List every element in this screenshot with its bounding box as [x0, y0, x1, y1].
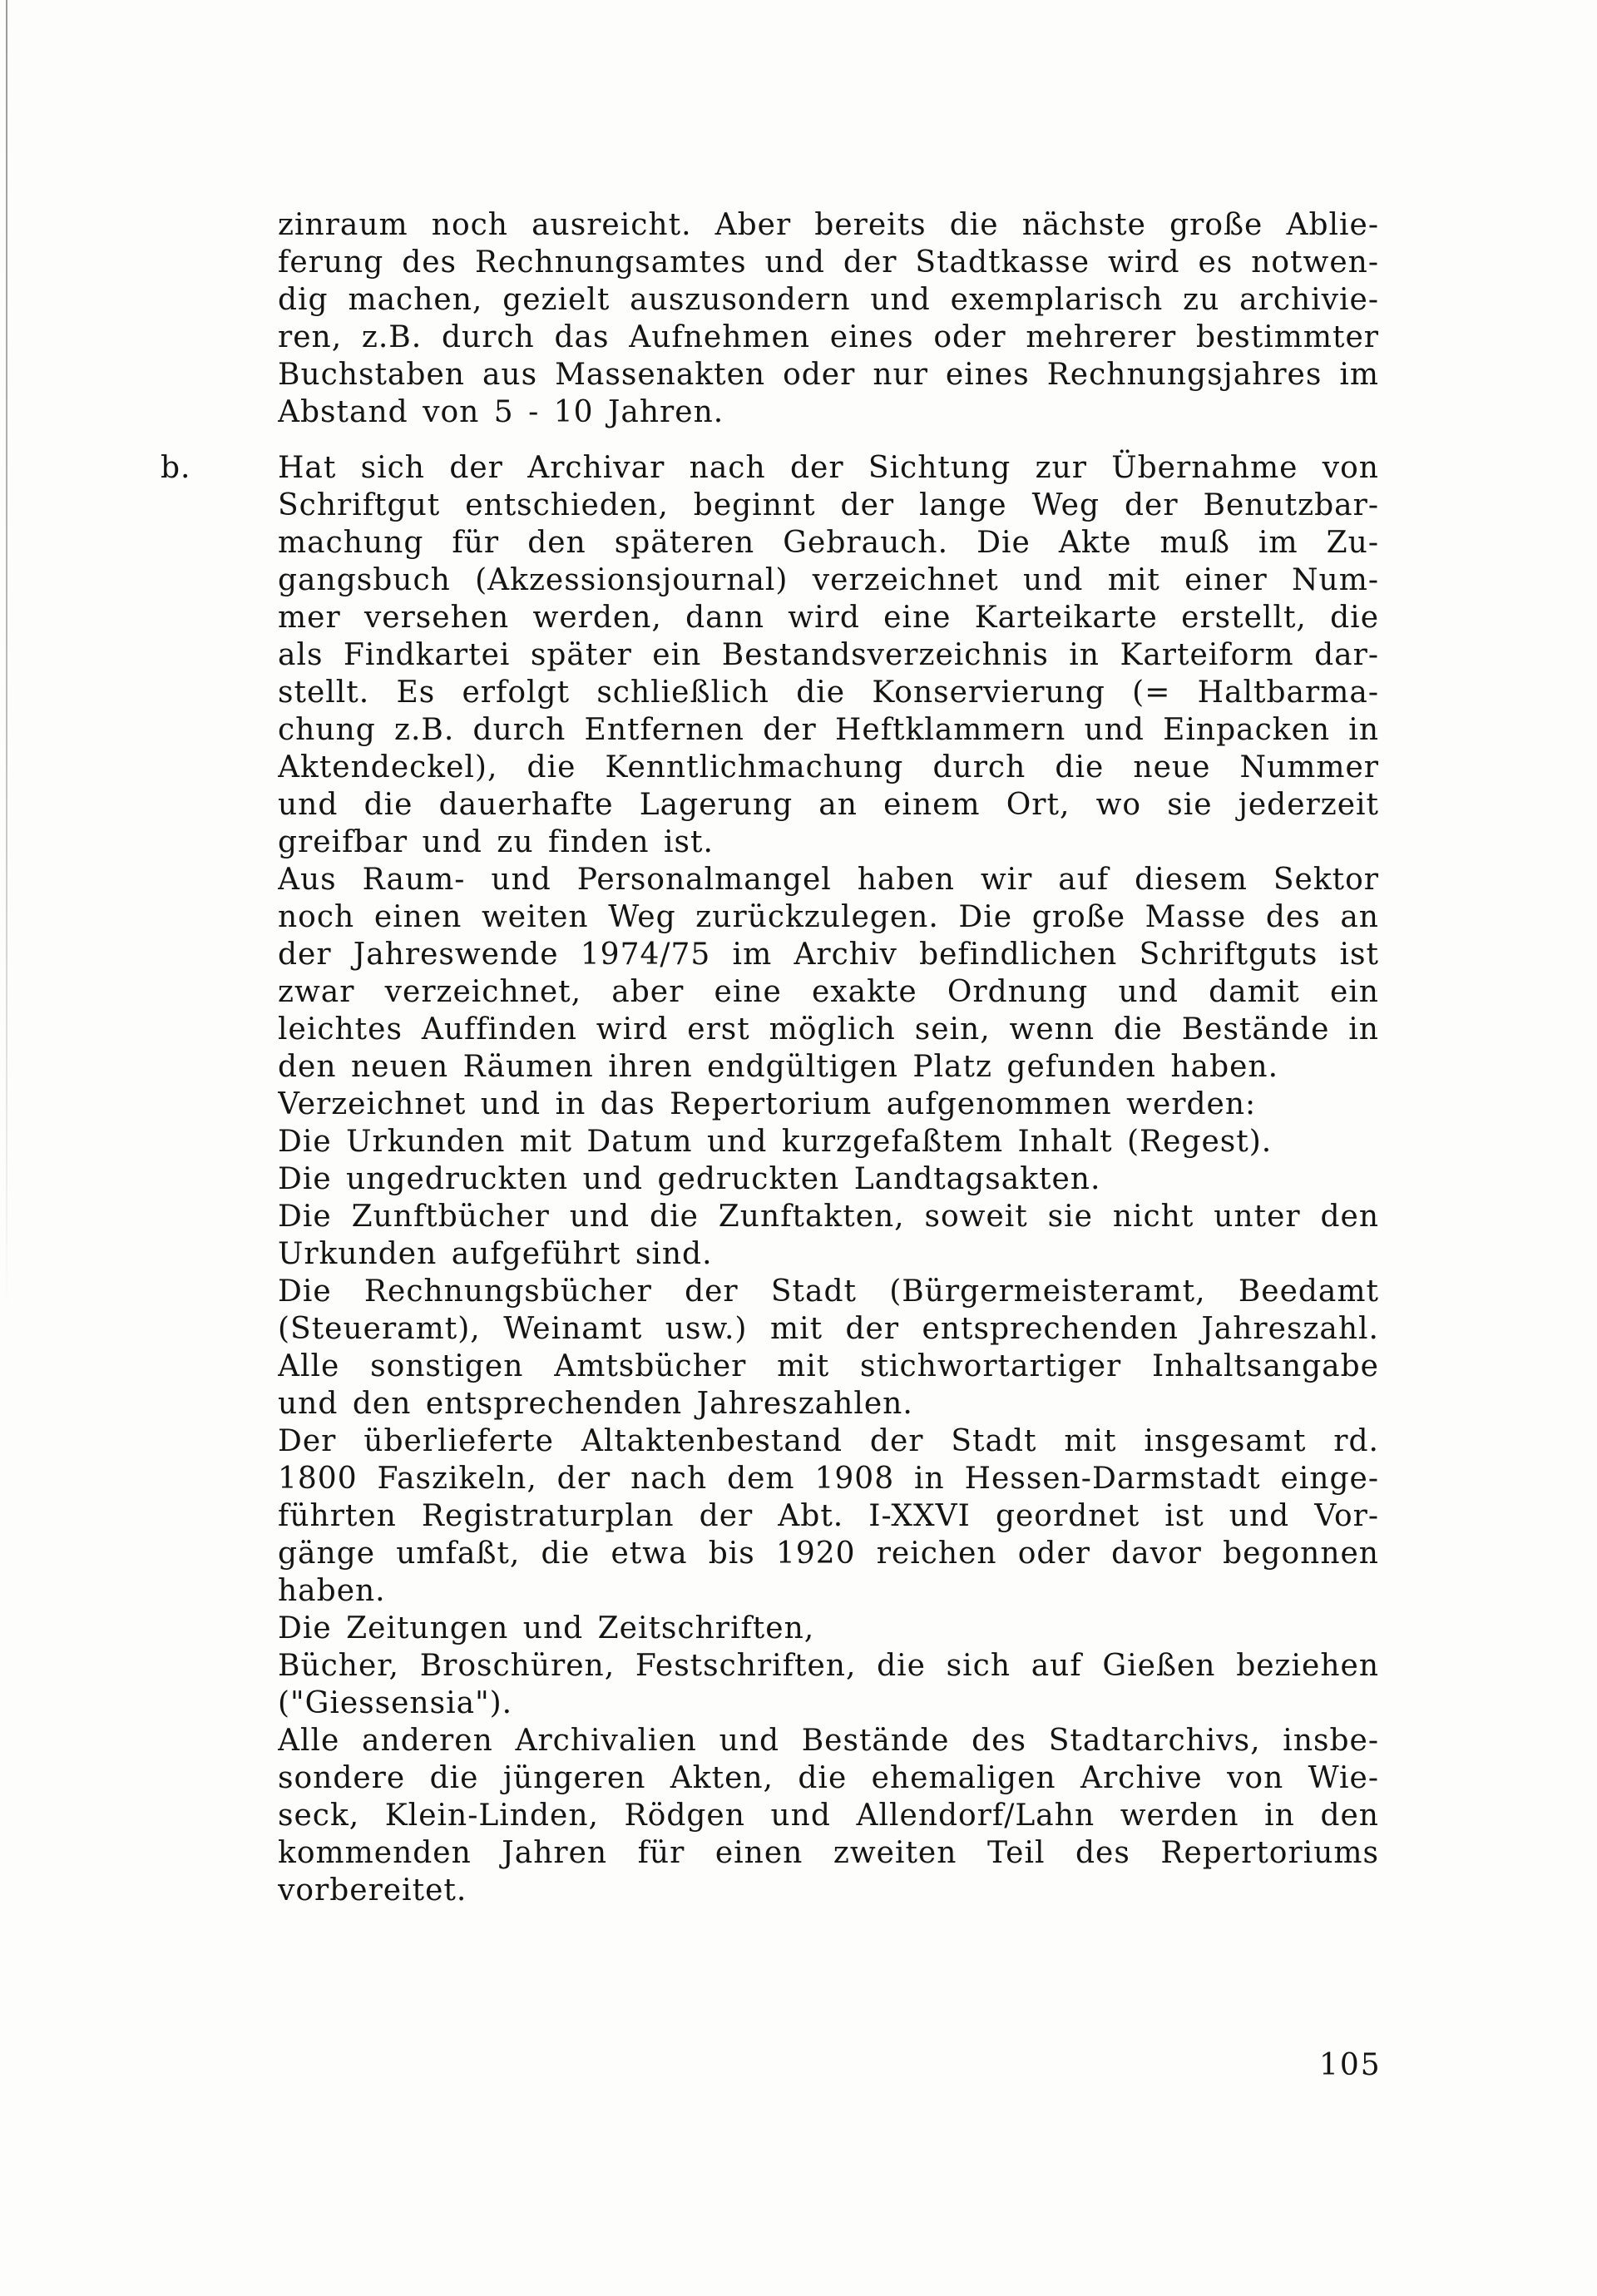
text-line: Die Urkunden mit Datum und kurzgefaßtem Inhalt (Regest). — [278, 1125, 1273, 1159]
text-line: als Findkartei später ein Bestandsverzeichnis in Karteiform dar- — [278, 638, 1379, 672]
text-line: Bücher, Broschüren, Festschriften, die sich auf Gießen beziehen — [278, 1649, 1379, 1683]
text-line: den neuen Räumen ihren endgültigen Platz gefunden haben. — [278, 1050, 1279, 1084]
text-line: haben. — [278, 1574, 386, 1608]
text-line: ("Giessensia"). — [278, 1686, 513, 1720]
text-line: kommenden Jahren für einen zweiten Teil des Repertoriums — [278, 1836, 1379, 1870]
text-line: und die dauerhafte Lagerung an einem Ort, wo sie jederzeit — [278, 788, 1379, 822]
text-line: zinraum noch ausreicht. Aber bereits die nächste große Ablie- — [278, 208, 1379, 242]
text-line: Die Zunftbücher und die Zunftakten, soweit sie nicht unter den — [278, 1200, 1379, 1234]
text-line: Der überlieferte Altaktenbestand der Stadt mit insgesamt rd. — [278, 1424, 1379, 1458]
paragraph-b — [161, 449, 1379, 1909]
text-line: chung z.B. durch Entfernen der Heftklammern und Einpacken in — [278, 713, 1379, 747]
text-line: gangsbuch (Akzessionsjournal) verzeichnet und mit einer Num- — [278, 563, 1379, 597]
list-marker-b: b. — [161, 451, 191, 485]
paragraph-b-lines — [278, 449, 1379, 1909]
text-line: dig machen, gezielt auszusondern und exemplarisch zu archivie- — [278, 283, 1379, 317]
text-line: Urkunden aufgeführt sind. — [278, 1237, 713, 1271]
text-line: machung für den späteren Gebrauch. Die Akte muß im Zu- — [278, 526, 1379, 560]
text-line: leichtes Auffinden wird erst möglich sein, wenn die Bestände in — [278, 1012, 1379, 1047]
text-line: sondere die jüngeren Akten, die ehemaligen Archive von Wie- — [278, 1761, 1379, 1795]
paragraph-a — [278, 206, 1379, 431]
text-line: und den entsprechenden Jahreszahlen. — [278, 1387, 913, 1421]
text-line: Schriftgut entschieden, beginnt der lange Weg der Benutzbar- — [278, 488, 1379, 522]
text-line: ferung des Rechnungsamtes und der Stadtkasse wird es notwen- — [278, 245, 1379, 280]
text-line: 1800 Faszikeln, der nach dem 1908 in Hessen-Darmstadt einge- — [278, 1462, 1379, 1496]
text-line: (Steueramt), Weinamt usw.) mit der entsprechenden Jahreszahl. — [278, 1312, 1379, 1346]
text-line: der Jahreswende 1974/75 im Archiv befindlichen Schriftguts ist — [278, 938, 1379, 972]
text-line: ren, z.B. durch das Aufnehmen eines oder mehrerer bestimmter — [278, 320, 1379, 354]
text-line: seck, Klein-Linden, Rödgen und Allendorf/Lahn werden in den — [278, 1799, 1379, 1833]
text-line: gänge umfaßt, die etwa bis 1920 reichen oder davor begonnen — [278, 1536, 1379, 1571]
text-line: Aus Raum- und Personalmangel haben wir auf diesem Sektor — [278, 863, 1379, 897]
text-line: noch einen weiten Weg zurückzulegen. Die große Masse des an — [278, 900, 1379, 934]
text-line: Die Zeitungen und Zeitschriften, — [278, 1611, 815, 1645]
text-line: Hat sich der Archivar nach der Sichtung zur Übernahme von — [278, 451, 1379, 485]
text-line: Buchstaben aus Massenakten oder nur eines Rechnungsjahres im — [278, 358, 1379, 392]
text-line: vorbereitet. — [278, 1873, 467, 1908]
text-line: Alle sonstigen Amtsbücher mit stichwortartiger Inhaltsangabe — [278, 1349, 1379, 1383]
text-line: Aktendeckel), die Kenntlichmachung durch die neue Nummer — [278, 750, 1379, 784]
text-line: führten Registraturplan der Abt. I-XXVI geordnet ist und Vor- — [278, 1499, 1379, 1533]
scan-edge-artifact — [6, 0, 7, 1314]
page-number: 105 — [1319, 2048, 1382, 2082]
text-line: zwar verzeichnet, aber eine exakte Ordnung und damit ein — [278, 975, 1379, 1009]
body-text — [161, 206, 1379, 1909]
text-line: Die ungedruckten und gedruckten Landtagsakten. — [278, 1162, 1101, 1196]
text-line: greifbar und zu finden ist. — [278, 825, 714, 859]
text-line: mer versehen werden, dann wird eine Karteikarte erstellt, die — [278, 601, 1379, 635]
text-line: Die Rechnungsbücher der Stadt (Bürgermeisteramt, Beedamt — [278, 1274, 1379, 1309]
text-line: Alle anderen Archivalien und Bestände des Stadtarchivs, insbe- — [278, 1724, 1379, 1758]
text-line: stellt. Es erfolgt schließlich die Konservierung (= Haltbarma- — [278, 675, 1379, 710]
text-line: Verzeichnet und in das Repertorium aufgenommen werden: — [278, 1087, 1257, 1121]
text-line: Abstand von 5 - 10 Jahren. — [278, 395, 724, 429]
